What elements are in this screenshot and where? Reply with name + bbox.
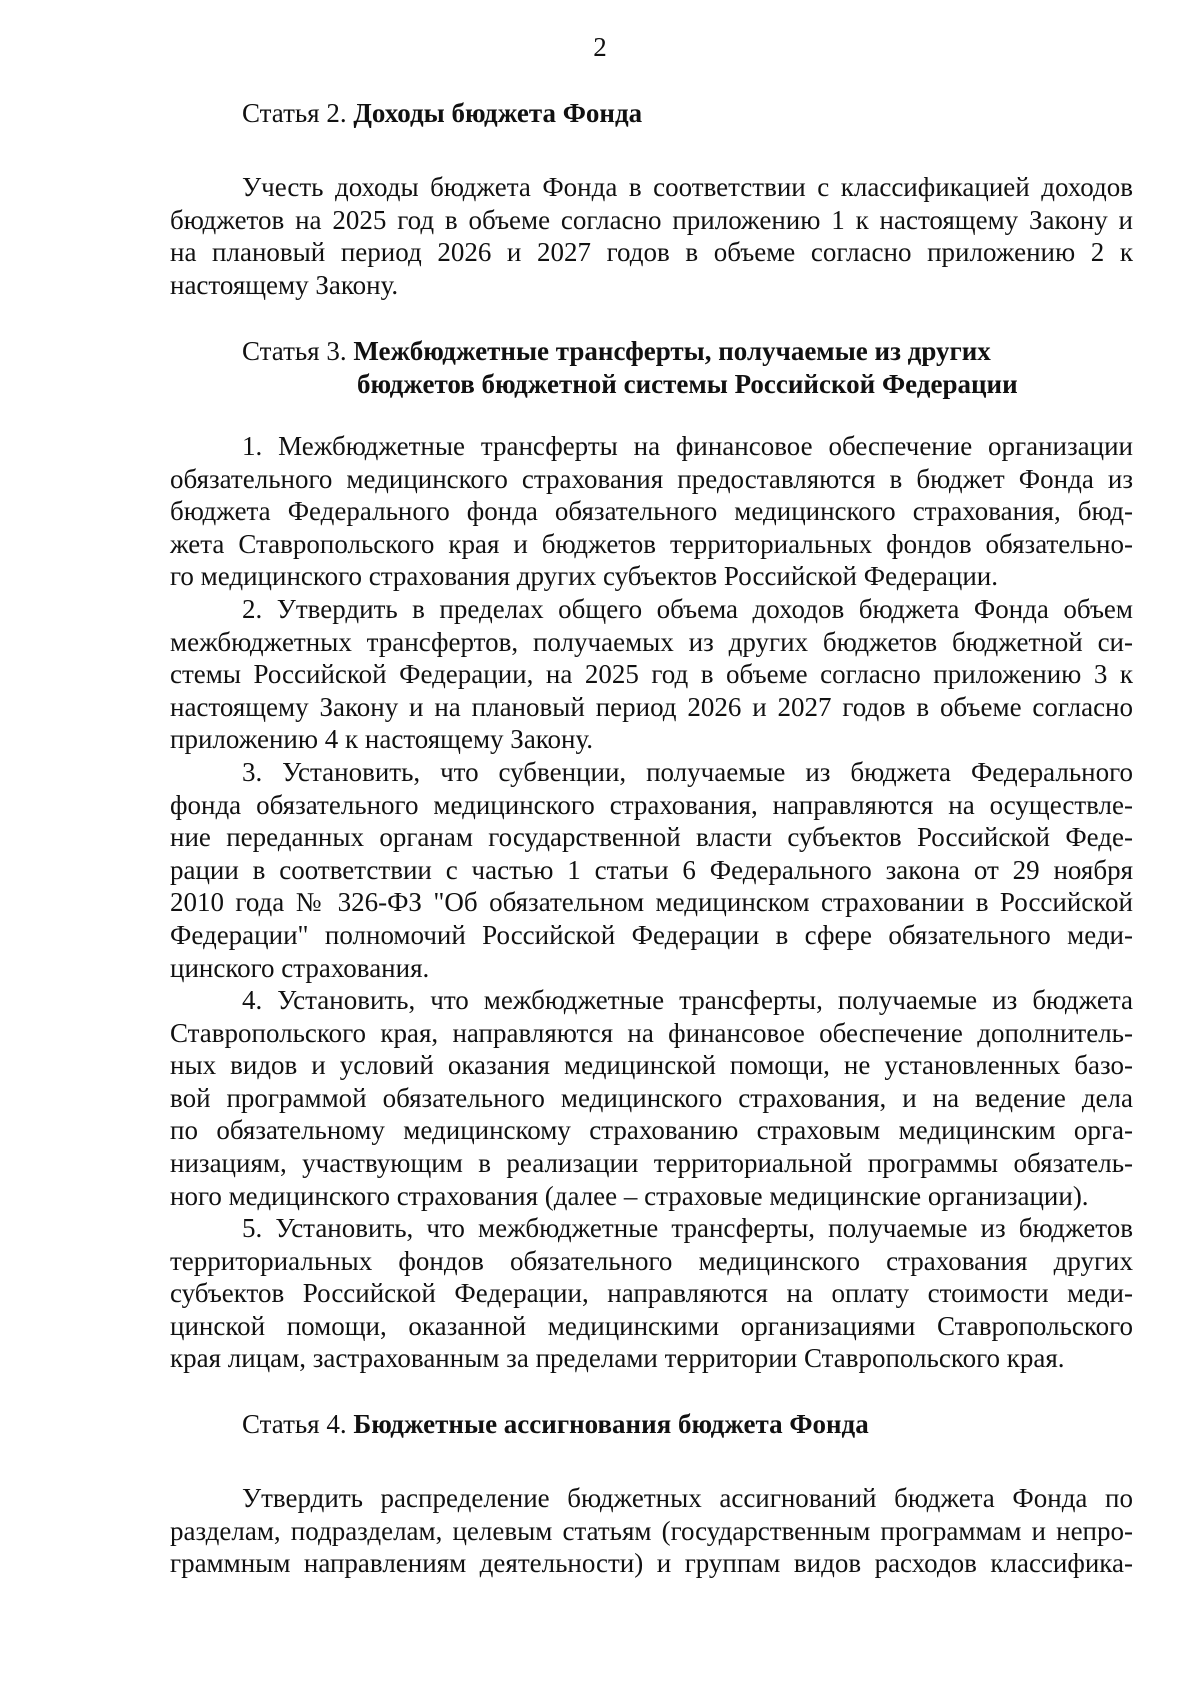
paragraph-line: Утвердить распределение бюджетных ассигнований бюджета Фонда по [242,1483,1133,1513]
article-3-paragraph-1 [170,430,1133,593]
article-3-heading [242,334,991,368]
article-3-number: Статья 3. [242,336,354,366]
paragraph-line: Федерации" полномочий Российской Федерации в сфере обязательного меди- [170,919,1133,950]
paragraph-line: 4. Установить, что межбюджетные трансферты, получаемые из бюджета [242,985,1133,1015]
article-2-number: Статья 2. [242,98,354,128]
paragraph-line: бюджетов на 2025 год в объеме согласно приложению 1 к настоящему Закону и [170,204,1133,235]
paragraph-line: на плановый период 2026 и 2027 годов в объеме согласно приложению 2 к [170,237,1133,268]
article-4-title: Бюджетные ассигнования бюджета Фонда [353,1409,869,1439]
paragraph-line: 2010 года № 326-ФЗ "Об обязательном медицинском страховании в Российской [170,887,1133,918]
paragraph-line: рации в соответствии с частью 1 статьи 6 Федерального закона от 29 ноября [170,854,1133,885]
paragraph-line: 1. Межбюджетные трансферты на финансовое обеспечение организации [242,431,1133,461]
paragraph-line: края лицам, застрахованным за пределами территории Ставропольского края. [170,1343,1065,1374]
article-3-title-line-1: Межбюджетные трансферты, получаемые из других [353,336,991,366]
paragraph-line: субъектов Российской Федерации, направляются на оплату стоимости меди- [170,1278,1133,1309]
paragraph-line: 5. Установить, что межбюджетные трансферты, получаемые из бюджетов [242,1213,1133,1243]
paragraph-line: ных видов и условий оказания медицинской помощи, не установленных базо- [170,1050,1133,1081]
paragraph-line: фонда обязательного медицинского страхования, направляются на осуществле- [170,789,1133,820]
paragraph-line: жета Ставропольского края и бюджетов территориальных фондов обязательно- [170,528,1133,559]
paragraph-line: низациям, участвующим в реализации территориальной программы обязатель- [170,1147,1133,1178]
paragraph-line: разделам, подразделам, целевым статьям (государственным программам и непро- [170,1515,1133,1546]
paragraph-line: бюджета Федерального фонда обязательного медицинского страхования, бюд- [170,496,1133,527]
article-3-paragraph-3 [170,756,1133,984]
article-2-title: Доходы бюджета Фонда [353,98,643,128]
article-3-title-line-2: бюджетов бюджетной системы Российской Федерации [357,369,1018,399]
article-4-number: Статья 4. [242,1409,354,1439]
article-3-paragraph-2 [170,593,1133,756]
paragraph-line: межбюджетных трансфертов, получаемых из других бюджетов бюджетной си- [170,626,1133,657]
paragraph-line: 3. Установить, что субвенции, получаемые из бюджета Федерального [242,757,1133,787]
paragraph-line: приложению 4 к настоящему Закону. [170,724,594,755]
paragraph-line: настоящему Закону и на плановый период 2026 и 2027 годов в объеме согласно [170,691,1133,722]
paragraph-line: обязательного медицинского страхования предоставляются в бюджет Фонда из [170,463,1133,494]
paragraph-line: цинского страхования. [170,952,430,983]
article-3-paragraph-5 [170,1212,1133,1375]
article-3-paragraph-4 [170,984,1133,1212]
paragraph-line: Учесть доходы бюджета Фонда в соответствии с классификацией доходов [242,172,1133,202]
paragraph-line: ного медицинского страхования (далее – страховые медицинские организации). [170,1180,1089,1211]
paragraph-line: цинской помощи, оказанной медицинскими организациями Ставропольского [170,1310,1133,1341]
article-2-paragraph [170,171,1133,301]
paragraph-line: ние переданных органам государственной власти субъектов Российской Феде- [170,822,1133,853]
paragraph-line: настоящему Закону. [170,269,399,300]
paragraph-line: го медицинского страхования других субъектов Российской Федерации. [170,561,999,592]
article-4-paragraph [170,1482,1133,1580]
paragraph-line: вой программой обязательного медицинского страхования, и на ведение дела [170,1082,1133,1113]
paragraph-line: территориальных фондов обязательного медицинского страхования других [170,1245,1133,1276]
article-4-heading [242,1407,869,1441]
article-2-heading [242,96,642,130]
paragraph-line: граммным направлениям деятельности) и группам видов расходов классифика- [170,1548,1133,1579]
page-number: 2 [593,32,607,62]
paragraph-line: Ставропольского края, направляются на финансовое обеспечение дополнитель- [170,1017,1133,1048]
paragraph-line: по обязательному медицинскому страхованию страховым медицинским орга- [170,1115,1133,1146]
paragraph-line: 2. Утвердить в пределах общего объема доходов бюджета Фонда объем [242,594,1133,624]
paragraph-line: стемы Российской Федерации, на 2025 год в объеме согласно приложению 3 к [170,659,1133,690]
